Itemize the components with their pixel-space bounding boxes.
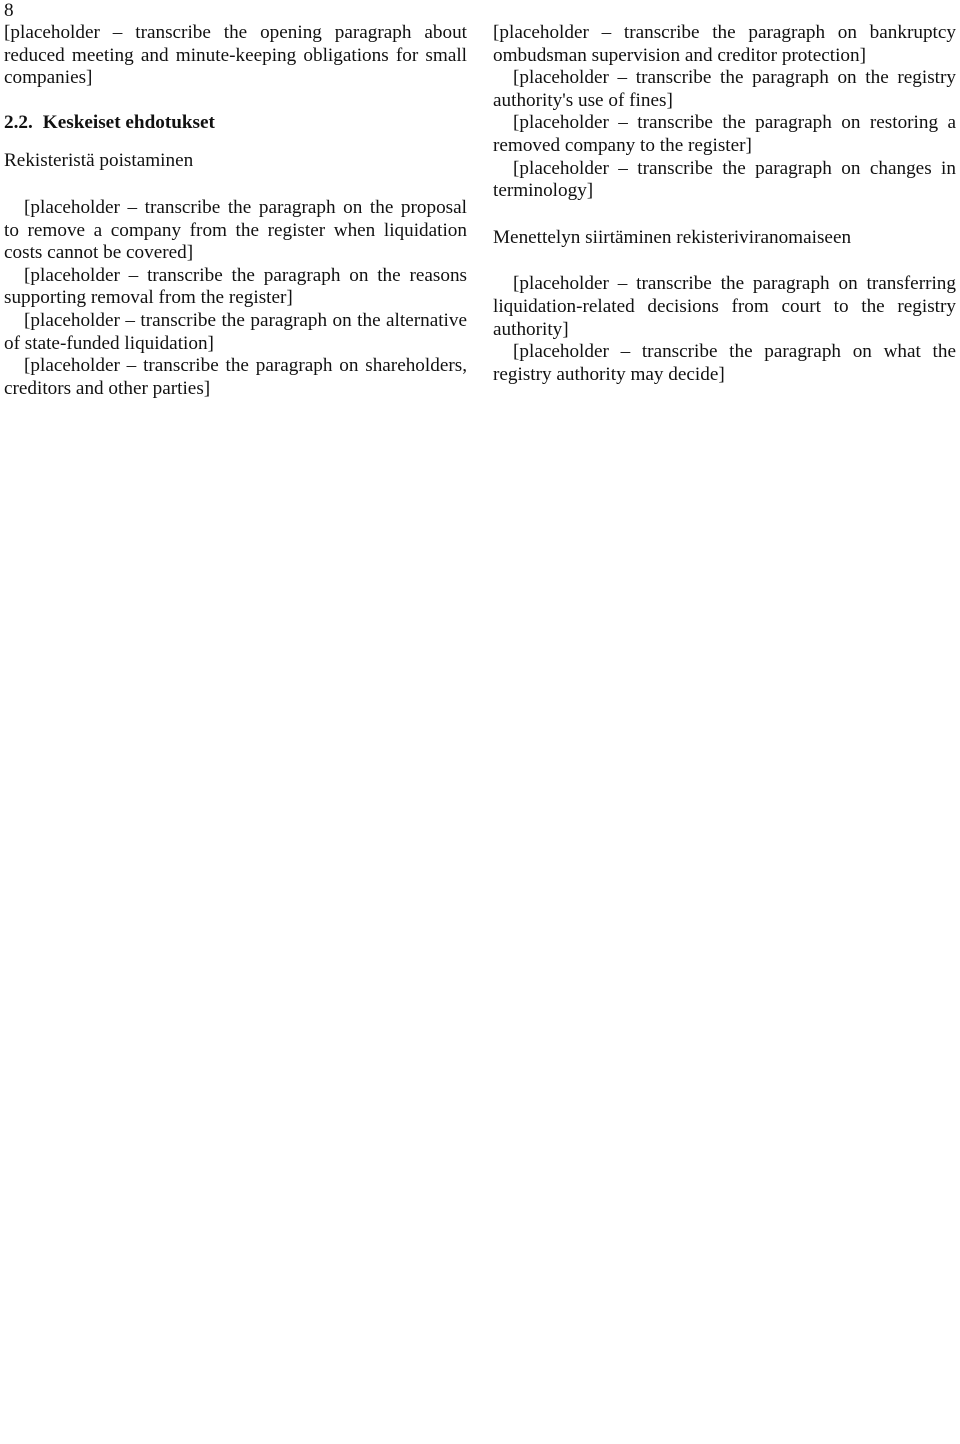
paragraph: [placeholder – transcribe the paragraph on the registry authority's use of fines] bbox=[493, 67, 956, 111]
text-columns bbox=[4, 22, 956, 400]
paragraph: [placeholder – transcribe the paragraph on the alternative of state-funded liquidation] bbox=[4, 309, 467, 354]
subheading-register-removal: Rekisteristä poistaminen bbox=[4, 150, 194, 172]
right-column bbox=[493, 22, 956, 400]
intro-paragraph: [placeholder – transcribe the opening paragraph about reduced meeting and minute-keeping obligations for small companies] bbox=[4, 22, 467, 89]
paragraph: [placeholder – transcribe the paragraph on the reasons supporting removal from the register] bbox=[4, 264, 467, 309]
paragraph: [placeholder – transcribe the paragraph on what the registry authority may decide] bbox=[493, 341, 956, 385]
paragraph: [placeholder – transcribe the paragraph on the proposal to remove a company from the register when liquidation costs cannot be covered] bbox=[4, 196, 467, 264]
section-number: 2.2. bbox=[4, 111, 33, 133]
paragraph: [placeholder – transcribe the paragraph on bankruptcy ombudsman supervision and creditor protection] bbox=[493, 22, 956, 66]
paragraph: [placeholder – transcribe the paragraph on transferring liquidation-related decisions from court to the registry authority] bbox=[493, 273, 956, 340]
section-title: Keskeiset ehdotukset bbox=[42, 111, 215, 133]
section-heading bbox=[4, 112, 467, 135]
paragraph: [placeholder – transcribe the paragraph on restoring a removed company to the register] bbox=[493, 112, 956, 156]
left-column bbox=[4, 22, 467, 400]
page-number: 8 bbox=[4, 0, 14, 21]
paragraph: [placeholder – transcribe the paragraph on shareholders, creditors and other parties] bbox=[4, 355, 467, 399]
paragraph: [placeholder – transcribe the paragraph on changes in terminology] bbox=[493, 157, 956, 202]
subheading-procedure-transfer: Menettelyn siirtäminen rekisteriviranomaiseen bbox=[493, 226, 852, 248]
